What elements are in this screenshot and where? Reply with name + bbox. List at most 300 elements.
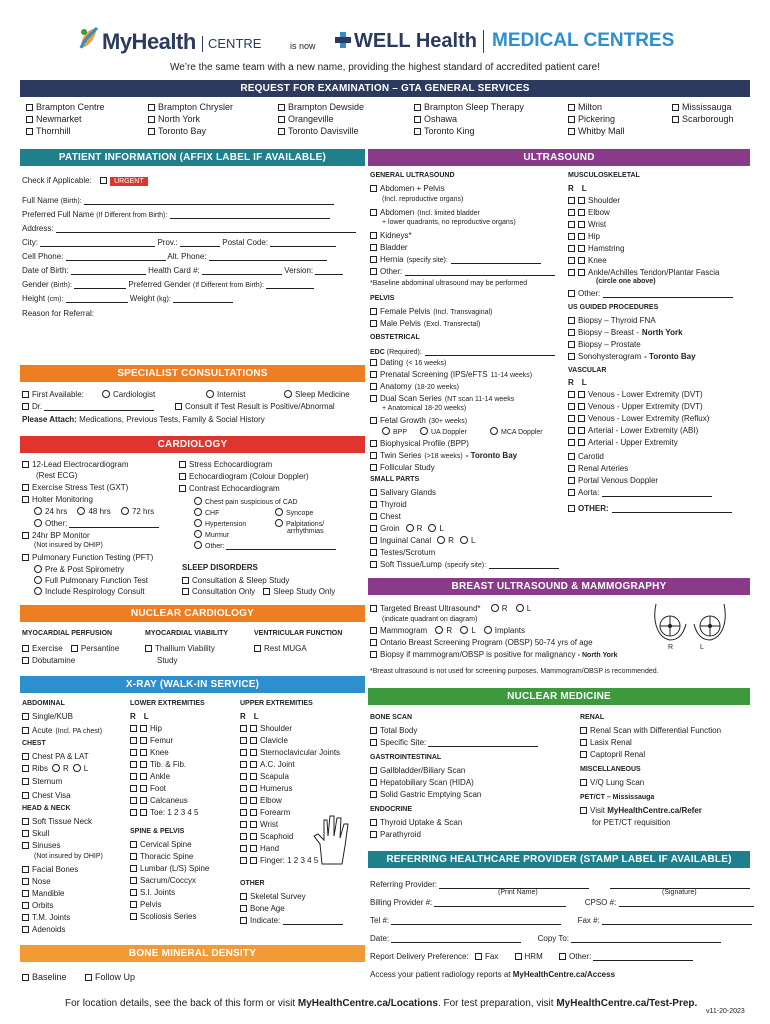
mca-doppler-radio[interactable] (490, 427, 498, 435)
msk-1-left-checkbox[interactable] (578, 209, 585, 216)
renal-scan-label: Renal Scan with Differential Function (590, 726, 722, 735)
lower-1-left-checkbox[interactable] (140, 737, 147, 744)
footer-locations-link[interactable]: MyHealthCentre.ca/Locations (297, 998, 438, 1009)
ribs-l-radio[interactable] (73, 764, 81, 772)
health-card-field[interactable] (202, 266, 282, 275)
respirology-radio[interactable] (34, 587, 42, 595)
pft-checkbox[interactable] (22, 554, 29, 561)
lower-0-left-checkbox[interactable] (140, 725, 147, 732)
health-card-label: Health Card #: (148, 266, 200, 275)
follow-up-checkbox[interactable] (85, 974, 92, 981)
msk-6-checkbox[interactable] (568, 269, 575, 276)
access-link[interactable]: MyHealthCentre.ca/Access (512, 970, 616, 979)
upper-5-left-checkbox[interactable] (250, 785, 257, 792)
vasc-2-label: Venous - Lower Extremity (Reflux) (588, 414, 710, 423)
inguinal-label: Inguinal Canal (380, 536, 432, 545)
inguinal-l-label: L (470, 536, 476, 545)
location-1-1-checkbox[interactable] (148, 116, 155, 123)
sternum-checkbox[interactable] (22, 778, 29, 785)
vasc-1-left-checkbox[interactable] (578, 403, 585, 410)
upper-11-left-checkbox[interactable] (250, 857, 257, 864)
prov-field[interactable] (180, 238, 220, 247)
msk-0-left-checkbox[interactable] (578, 197, 585, 204)
abdomen-checkbox[interactable] (370, 209, 377, 216)
chest-visa-checkbox[interactable] (22, 792, 29, 799)
upper-1-checkbox[interactable] (240, 737, 247, 744)
upper-5-checkbox[interactable] (240, 785, 247, 792)
version-field[interactable] (315, 266, 343, 275)
chf-radio[interactable] (194, 508, 202, 516)
print-name-label: (Print Name) (498, 889, 538, 896)
breast-biopsy-us-checkbox[interactable] (568, 329, 575, 336)
upper-7-left-checkbox[interactable] (250, 809, 257, 816)
vasc-renal-checkbox[interactable] (568, 465, 575, 472)
spine-2-checkbox[interactable] (130, 865, 137, 872)
lower-7-checkbox[interactable] (130, 809, 137, 816)
xray-adenoids-label: Adenoids (32, 925, 66, 934)
muga-checkbox[interactable] (254, 645, 261, 652)
vasc-1-checkbox[interactable] (568, 403, 575, 410)
lower-4-checkbox[interactable] (130, 773, 137, 780)
upper-7-label: Forearm (260, 808, 291, 817)
msk-other-field[interactable] (603, 289, 733, 298)
upper-0-left-checkbox[interactable] (250, 725, 257, 732)
dob-field[interactable] (71, 266, 146, 275)
upper-9-label: Scaphoid (260, 832, 294, 841)
acute-note: (Incl. PA chest) (55, 728, 103, 735)
spine-6-checkbox[interactable] (130, 913, 137, 920)
ribs-checkbox[interactable] (22, 765, 29, 772)
lasix-checkbox[interactable] (580, 739, 587, 746)
fetal-growth-row (370, 416, 467, 426)
pet-visit-link[interactable]: MyHealthCentre.ca/Refer (607, 806, 702, 815)
inguinal-r-radio[interactable] (437, 536, 445, 544)
contrast-echo-checkbox[interactable] (179, 485, 186, 492)
thyroid-fna-checkbox[interactable] (568, 317, 575, 324)
consult-only-checkbox[interactable] (182, 588, 189, 595)
hypertension-radio[interactable] (194, 519, 202, 527)
prenatal-note: 11-14 weeks) (490, 372, 533, 379)
upper-3-checkbox[interactable] (240, 761, 247, 768)
location-4-2-checkbox[interactable] (568, 128, 575, 135)
breast-r-radio[interactable] (491, 604, 499, 612)
us-other2-checkbox[interactable] (568, 505, 575, 512)
prov-label: Prov.: (157, 238, 178, 247)
lower-2-checkbox[interactable] (130, 749, 137, 756)
ecg-checkbox[interactable] (22, 461, 29, 468)
skull-checkbox[interactable] (22, 830, 29, 837)
groin-r-radio[interactable] (406, 524, 414, 532)
chest-pain-radio[interactable] (194, 497, 202, 505)
spirometry-radio[interactable] (34, 565, 42, 573)
spine-5-checkbox[interactable] (130, 901, 137, 908)
msk-r-head: R (568, 184, 574, 193)
echo-checkbox[interactable] (179, 473, 186, 480)
holter-checkbox[interactable] (22, 496, 29, 503)
address-field[interactable] (56, 224, 356, 233)
spine-1-label: Thoracic Spine (140, 852, 194, 861)
total-body-checkbox[interactable] (370, 727, 377, 734)
msk-2-left-checkbox[interactable] (578, 221, 585, 228)
sp-chest-checkbox[interactable] (370, 513, 377, 520)
lower-6-checkbox[interactable] (130, 797, 137, 804)
fax-checkbox[interactable] (475, 953, 482, 960)
twin-series-checkbox[interactable] (370, 452, 377, 459)
testes-checkbox[interactable] (370, 549, 377, 556)
upper-0-checkbox[interactable] (240, 725, 247, 732)
bp-monitor-checkbox[interactable] (22, 532, 29, 539)
xray-mandible-row (22, 889, 64, 899)
kidneys-checkbox[interactable] (370, 232, 377, 239)
footer-text2: . For test preparation, visit (437, 998, 554, 1009)
lower-4-left-checkbox[interactable] (140, 773, 147, 780)
vasc-3-label: Arterial - Lower Extremity (ABI) (588, 426, 699, 435)
indicate-field[interactable] (283, 916, 343, 925)
vasc-0-left-checkbox[interactable] (578, 391, 585, 398)
vasc-4-checkbox[interactable] (568, 439, 575, 446)
upper-2-checkbox[interactable] (240, 749, 247, 756)
exercise-checkbox[interactable] (22, 645, 29, 652)
skeletal-checkbox[interactable] (240, 893, 247, 900)
sp-thyroid-checkbox[interactable] (370, 501, 377, 508)
bone-age-checkbox[interactable] (240, 905, 247, 912)
acute-checkbox[interactable] (22, 727, 29, 734)
lower-0-checkbox[interactable] (130, 725, 137, 732)
mammo-l-label: L (471, 626, 476, 635)
prenatal-checkbox[interactable] (370, 371, 377, 378)
msk-1-checkbox[interactable] (568, 209, 575, 216)
msk-other-checkbox[interactable] (568, 290, 575, 297)
vasc-2-left-checkbox[interactable] (578, 415, 585, 422)
lower-5-checkbox[interactable] (130, 785, 137, 792)
hida-checkbox[interactable] (370, 779, 377, 786)
soft-tissue-neck-checkbox[interactable] (22, 818, 29, 825)
lower-3-left-checkbox[interactable] (140, 761, 147, 768)
xray-tm-checkbox[interactable] (22, 914, 29, 921)
internist-radio[interactable] (206, 390, 214, 398)
spirometry-label: Pre & Post Spirometry (45, 565, 125, 574)
vasc-3-checkbox[interactable] (568, 427, 575, 434)
alt-field[interactable] (209, 252, 327, 261)
dr-field[interactable] (44, 402, 154, 411)
soft-field[interactable] (489, 560, 559, 569)
murmur-radio[interactable] (194, 530, 202, 538)
mammo-r-radio[interactable] (435, 626, 443, 634)
pet-visit-checkbox[interactable] (580, 807, 587, 814)
lower-6-row (130, 796, 188, 806)
sleep-medicine-radio[interactable] (284, 390, 292, 398)
footer-prep-link[interactable]: MyHealthCentre.ca/Test-Prep. (556, 998, 698, 1009)
cpso-field[interactable] (619, 898, 754, 907)
pref-gender-field[interactable] (266, 280, 314, 289)
location-0-2-row (26, 126, 71, 137)
xray-mandible-checkbox[interactable] (22, 890, 29, 897)
msk-3-label: Hip (588, 232, 601, 241)
captopril-checkbox[interactable] (580, 751, 587, 758)
echo-other-field[interactable] (226, 541, 336, 550)
first-available-checkbox[interactable] (22, 391, 29, 398)
soft-tissue-lump-checkbox[interactable] (370, 561, 377, 568)
ua-doppler-radio[interactable] (420, 427, 428, 435)
thyroid-uptake-checkbox[interactable] (370, 819, 377, 826)
location-5-1-checkbox[interactable] (672, 116, 679, 123)
vasc-portal-checkbox[interactable] (568, 477, 575, 484)
hernia-checkbox[interactable] (370, 256, 377, 263)
sinuses-label: Sinuses (32, 841, 61, 850)
endocrine-title: ENDOCRINE (370, 806, 413, 813)
aorta-field[interactable] (602, 488, 712, 497)
follicular-checkbox[interactable] (370, 464, 377, 471)
upper-6-left-checkbox[interactable] (250, 797, 257, 804)
sinuses-note-row (34, 853, 103, 861)
implants-radio[interactable] (484, 626, 492, 634)
sinuses-row (22, 841, 60, 851)
sp-salivary-checkbox[interactable] (370, 489, 377, 496)
chest-visa-row (22, 791, 71, 801)
location-5-0-checkbox[interactable] (672, 104, 679, 111)
upper-1-left-checkbox[interactable] (250, 737, 257, 744)
stress-echo-checkbox[interactable] (179, 461, 186, 468)
msk-3-checkbox[interactable] (568, 233, 575, 240)
indicate-checkbox[interactable] (240, 917, 247, 924)
location-3-0-checkbox[interactable] (414, 104, 421, 111)
specific-site-checkbox[interactable] (370, 739, 377, 746)
lower-6-left-checkbox[interactable] (140, 797, 147, 804)
thallium-checkbox[interactable] (145, 645, 152, 652)
msk-0-checkbox[interactable] (568, 197, 575, 204)
msk-3-left-checkbox[interactable] (578, 233, 585, 240)
vasc-4-left-checkbox[interactable] (578, 439, 585, 446)
bpp-radio[interactable] (382, 427, 390, 435)
aorta-checkbox[interactable] (568, 489, 575, 496)
full-name-field[interactable] (84, 196, 334, 205)
spine-4-checkbox[interactable] (130, 889, 137, 896)
single-kub-label: Single/KUB (32, 712, 73, 721)
xray-facial-checkbox[interactable] (22, 866, 29, 873)
holter-other-field[interactable] (69, 519, 159, 528)
upper-10-checkbox[interactable] (240, 845, 247, 852)
msk-0-label: Shoulder (588, 196, 621, 205)
upper-2-left-checkbox[interactable] (250, 749, 257, 756)
lower-6-label: Calcaneus (150, 796, 188, 805)
sonohysterogram-checkbox[interactable] (568, 353, 575, 360)
msk-3-row (568, 232, 600, 242)
syncope-radio[interactable] (275, 508, 283, 516)
delivery-other-checkbox[interactable] (559, 953, 566, 960)
provider-field[interactable] (439, 880, 589, 889)
cardiologist-radio[interactable] (102, 390, 110, 398)
lower-5-label: Foot (150, 784, 167, 793)
location-0-1-checkbox[interactable] (26, 116, 33, 123)
bladder-checkbox[interactable] (370, 244, 377, 251)
upper-6-checkbox[interactable] (240, 797, 247, 804)
aorta-label: Aorta: (578, 488, 600, 497)
msk-5-checkbox[interactable] (568, 257, 575, 264)
spine-3-checkbox[interactable] (130, 877, 137, 884)
location-0-0-checkbox[interactable] (26, 104, 33, 111)
upper-11-checkbox[interactable] (240, 857, 247, 864)
xray-nose-checkbox[interactable] (22, 878, 29, 885)
location-4-1-checkbox[interactable] (568, 116, 575, 123)
breast-l-radio[interactable] (516, 604, 524, 612)
inguinal-l-radio[interactable] (460, 536, 468, 544)
dr-checkbox[interactable] (22, 403, 29, 410)
fax-field[interactable] (602, 916, 752, 925)
groin-checkbox[interactable] (370, 525, 377, 532)
msk-title-label: MUSCULOSKELETAL (568, 172, 640, 179)
single-kub-checkbox[interactable] (22, 713, 29, 720)
upper-9-checkbox[interactable] (240, 833, 247, 840)
groin-l-radio[interactable] (428, 524, 436, 532)
lower-1-checkbox[interactable] (130, 737, 137, 744)
breast-biopsy-checkbox[interactable] (370, 651, 377, 658)
upper-10-left-checkbox[interactable] (250, 845, 257, 852)
delivery-other-field[interactable] (593, 952, 693, 961)
anatomy-checkbox[interactable] (370, 383, 377, 390)
upper-0-label: Shoulder (260, 724, 293, 733)
cell-field[interactable] (66, 252, 166, 261)
city-label: City: (22, 238, 38, 247)
msk-5-left-checkbox[interactable] (578, 257, 585, 264)
preferred-name-field[interactable] (170, 210, 330, 219)
location-2-1-checkbox[interactable] (278, 116, 285, 123)
spine-1-checkbox[interactable] (130, 853, 137, 860)
ecg-sub-label: (Rest ECG) (36, 471, 78, 480)
ultrasound-section (370, 170, 750, 570)
dr-label: Dr. (32, 402, 43, 411)
holter-24-radio[interactable] (34, 507, 42, 515)
signature-field[interactable] (610, 880, 750, 889)
palpitations-radio[interactable] (275, 519, 283, 527)
mammogram-checkbox[interactable] (370, 627, 377, 634)
edc-field[interactable] (425, 347, 555, 356)
ribs-r-radio[interactable] (52, 764, 60, 772)
abd-pelvis-checkbox[interactable] (370, 185, 377, 192)
vasc-2-checkbox[interactable] (568, 415, 575, 422)
us-other-checkbox[interactable] (370, 268, 377, 275)
female-pelvis-checkbox[interactable] (370, 308, 377, 315)
obsp-checkbox[interactable] (370, 639, 377, 646)
billing-field[interactable] (434, 898, 566, 907)
inguinal-checkbox[interactable] (370, 537, 377, 544)
study-only-checkbox[interactable] (263, 588, 270, 595)
hernia-field[interactable] (451, 255, 541, 264)
spine-0-checkbox[interactable] (130, 841, 137, 848)
sinuses-checkbox[interactable] (22, 842, 29, 849)
us-other-field[interactable] (405, 267, 555, 276)
vasc-3-left-checkbox[interactable] (578, 427, 585, 434)
location-0-2-checkbox[interactable] (26, 128, 33, 135)
upper-4-checkbox[interactable] (240, 773, 247, 780)
baseline-checkbox[interactable] (22, 974, 29, 981)
location-3-2-checkbox[interactable] (414, 128, 421, 135)
upper-3-left-checkbox[interactable] (250, 761, 257, 768)
gxt-checkbox[interactable] (22, 484, 29, 491)
bone-scan-title: BONE SCAN (370, 714, 413, 721)
city-field[interactable] (40, 238, 155, 247)
msk-4-left-checkbox[interactable] (578, 245, 585, 252)
male-pelvis-checkbox[interactable] (370, 320, 377, 327)
upper-4-left-checkbox[interactable] (250, 773, 257, 780)
ecg-label: 12-Lead Electrocardiogram (32, 460, 129, 469)
location-0-0-label: Brampton Centre (36, 102, 105, 112)
location-2-2-checkbox[interactable] (278, 128, 285, 135)
weight-field[interactable] (173, 294, 233, 303)
dating-checkbox[interactable] (370, 359, 377, 366)
echo-other-radio[interactable] (194, 541, 202, 549)
gallbladder-checkbox[interactable] (370, 767, 377, 774)
persantine-checkbox[interactable] (71, 645, 78, 652)
gender-field[interactable] (74, 280, 126, 289)
xray-orbits-checkbox[interactable] (22, 902, 29, 909)
holter-other-radio[interactable] (34, 519, 42, 527)
lower-7-left-checkbox[interactable] (140, 809, 147, 816)
upper-9-left-checkbox[interactable] (250, 833, 257, 840)
ua-doppler-label: UA Doppler (431, 429, 467, 436)
targeted-breast-checkbox[interactable] (370, 605, 377, 612)
specific-site-field[interactable] (428, 738, 538, 747)
holter-48-radio[interactable] (77, 507, 85, 515)
fetal-growth-checkbox[interactable] (370, 417, 377, 424)
kidneys-label: Kidneys* (380, 231, 412, 240)
us-other2-field[interactable] (612, 504, 732, 513)
vq-checkbox[interactable] (580, 779, 587, 786)
vascular-title-label: VASCULAR (568, 367, 607, 374)
upper-7-checkbox[interactable] (240, 809, 247, 816)
msk-4-checkbox[interactable] (568, 245, 575, 252)
bpp-row (382, 427, 407, 437)
vasc-0-label: Venous - Lower Extremity (DVT) (588, 390, 703, 399)
prostate-checkbox[interactable] (568, 341, 575, 348)
location-1-0-checkbox[interactable] (148, 104, 155, 111)
consult-sleep-checkbox[interactable] (182, 577, 189, 584)
msk-2-checkbox[interactable] (568, 221, 575, 228)
location-2-0-checkbox[interactable] (278, 104, 285, 111)
msk-6-left-checkbox[interactable] (578, 269, 585, 276)
renal-scan-checkbox[interactable] (580, 727, 587, 734)
hrm-checkbox[interactable] (515, 953, 522, 960)
postal-field[interactable] (270, 238, 336, 247)
biophysical-checkbox[interactable] (370, 440, 377, 447)
vasc-carotid-checkbox[interactable] (568, 453, 575, 460)
location-1-2-checkbox[interactable] (148, 128, 155, 135)
gastric-checkbox[interactable] (370, 791, 377, 798)
consult-positive-checkbox[interactable] (175, 403, 182, 410)
mammo-l-radio[interactable] (460, 626, 468, 634)
upper-8-checkbox[interactable] (240, 821, 247, 828)
height-field[interactable] (66, 294, 128, 303)
tel-field[interactable] (391, 916, 561, 925)
date-field[interactable] (391, 934, 521, 943)
urgent-checkbox[interactable] (100, 177, 107, 184)
dobutamine-checkbox[interactable] (22, 657, 29, 664)
vasc-3-row (568, 426, 698, 436)
location-3-1-checkbox[interactable] (414, 116, 421, 123)
dual-scan-checkbox[interactable] (370, 395, 377, 402)
location-4-0-checkbox[interactable] (568, 104, 575, 111)
lower-2-left-checkbox[interactable] (140, 749, 147, 756)
lower-3-checkbox[interactable] (130, 761, 137, 768)
vasc-0-checkbox[interactable] (568, 391, 575, 398)
lower-5-left-checkbox[interactable] (140, 785, 147, 792)
copy-to-field[interactable] (571, 934, 721, 943)
full-pft-radio[interactable] (34, 576, 42, 584)
holter-72-radio[interactable] (121, 507, 129, 515)
upper-8-left-checkbox[interactable] (250, 821, 257, 828)
parathyroid-checkbox[interactable] (370, 831, 377, 838)
chest-pa-checkbox[interactable] (22, 753, 29, 760)
xray-adenoids-checkbox[interactable] (22, 926, 29, 933)
